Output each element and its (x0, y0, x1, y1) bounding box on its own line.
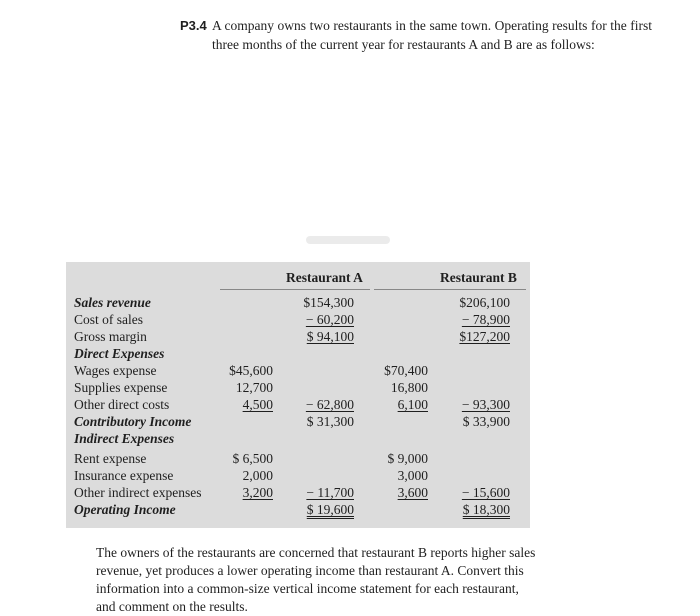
b-detail-other-direct-costs: 6,100 (397, 397, 428, 412)
a-detail-other-direct-costs: 4,500 (242, 397, 273, 412)
b-total-sales-revenue: $206,100 (459, 295, 510, 310)
a-detail-insurance-expense: 2,000 (242, 468, 273, 483)
a-detail-wages-expense: $45,600 (229, 363, 273, 378)
b-detail-wages-expense: $70,400 (384, 363, 428, 378)
label-other-direct-costs: Other direct costs (74, 397, 170, 412)
scan-smudge (306, 236, 390, 244)
b-total-direct-expenses: − 93,300 (461, 397, 510, 412)
label-sales-revenue: Sales revenue (74, 295, 151, 310)
label-insurance-expense: Insurance expense (74, 468, 174, 483)
question-text: The owners of the restaurants are concerned that restaurant B reports higher sales revenue, yet produces a lower operating income than restaurant A. Convert this information into a common-size vertical income statement for each restaurant, and comment on the results. (96, 545, 536, 614)
a-total-indirect-expenses: − 11,700 (306, 485, 354, 500)
a-detail-other-indirect-expenses: 3,200 (242, 485, 273, 500)
a-total-operating-income: $ 19,600 (306, 502, 354, 517)
b-detail-insurance-expense: 3,000 (397, 468, 428, 483)
a-total-direct-expenses: − 62,800 (305, 397, 354, 412)
label-other-indirect-expenses: Other indirect expenses (74, 485, 202, 500)
label-direct-expenses: Direct Expenses (74, 346, 165, 361)
b-total-operating-income: $ 18,300 (462, 502, 510, 517)
b-total-contributory-income: $ 33,900 (462, 414, 510, 429)
a-total-contributory-income: $ 31,300 (306, 414, 354, 429)
header-restaurant-b: Restaurant B (440, 270, 517, 285)
label-gross-margin: Gross margin (74, 329, 147, 344)
label-cost-of-sales: Cost of sales (74, 312, 143, 327)
header-rule-a (220, 289, 370, 290)
b-total-cost-of-sales: − 78,900 (461, 312, 510, 327)
problem-number: P3.4 (180, 18, 207, 33)
b-detail-rent-expense: $ 9,000 (387, 451, 428, 466)
label-indirect-expenses: Indirect Expenses (74, 431, 175, 446)
b-detail-other-indirect-expenses: 3,600 (397, 485, 428, 500)
b-total-indirect-expenses: − 15,600 (461, 485, 510, 500)
label-rent-expense: Rent expense (74, 451, 147, 466)
a-total-sales-revenue: $154,300 (303, 295, 354, 310)
a-total-gross-margin: $ 94,100 (306, 329, 354, 344)
label-operating-income: Operating Income (74, 502, 176, 517)
b-detail-supplies-expense: 16,800 (390, 380, 428, 395)
label-contributory-income: Contributory Income (74, 414, 192, 429)
label-supplies-expense: Supplies expense (74, 380, 168, 395)
a-detail-supplies-expense: 12,700 (235, 380, 273, 395)
header-restaurant-a: Restaurant A (286, 270, 363, 285)
header-rule-b (374, 289, 526, 290)
label-wages-expense: Wages expense (74, 363, 157, 378)
problem-statement (180, 16, 652, 54)
b-total-gross-margin: $127,200 (459, 329, 510, 344)
a-total-cost-of-sales: − 60,200 (305, 312, 354, 327)
problem-text: A company owns two restaurants in the same town. Operating results for the first three months of the current year for restaurants A and B are as follows: (212, 18, 652, 52)
a-detail-rent-expense: $ 6,500 (232, 451, 273, 466)
